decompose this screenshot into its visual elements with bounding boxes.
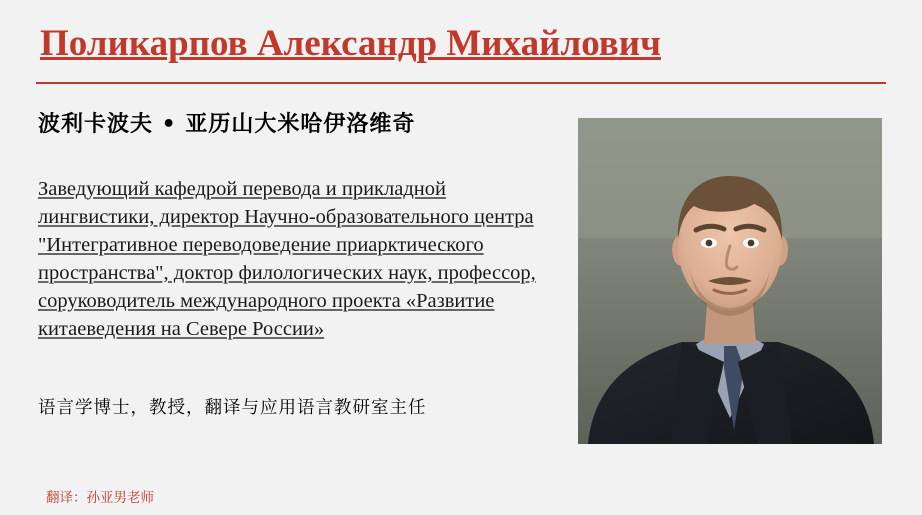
page-title: Поликарпов Александр Михайлович — [40, 23, 661, 64]
subtitle-chinese-name: 波利卡波夫 • 亚历山大米哈伊洛维奇 — [38, 112, 416, 137]
biography-chinese: 语言学博士，教授，翻译与应用语言教研室主任 — [38, 398, 427, 418]
title-divider — [36, 82, 886, 84]
portrait-photo — [578, 118, 882, 444]
portrait-photo-graphic — [578, 118, 882, 444]
translator-credit: 翻译：孙亚男老师 — [46, 490, 154, 506]
biography-russian: Заведующий кафедрой перевода и прикладной лингвистики, директор Научно-образовательного центра "Интегративное переводоведение приарктического пространства", доктор филологических наук, профессор, соруководитель международного проекта «Развитие китаеведения на Севере России» — [38, 178, 536, 340]
